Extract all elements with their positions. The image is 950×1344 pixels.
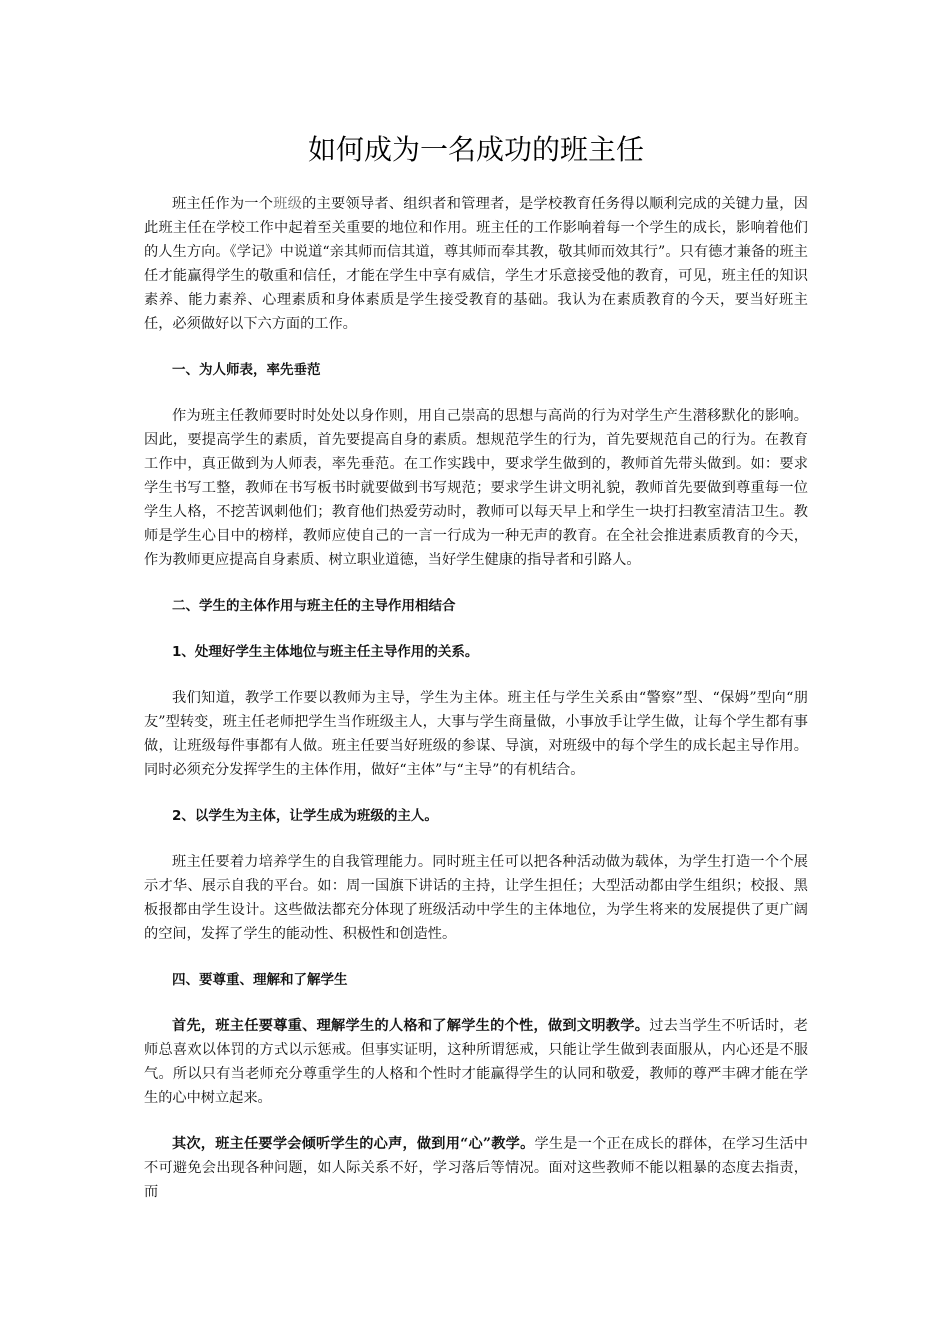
subsection-heading-2-2: 2、以学生为主体，让学生成为班级的主人。 (172, 808, 438, 824)
section-4-paragraph-1-lead: 首先，班主任要尊重、理解学生的人格和了解学生的个性，做到文明教学。 (172, 1018, 650, 1034)
section-heading-1: 一、为人师表，率先垂范 (172, 362, 321, 378)
section-heading-4: 四、要尊重、理解和了解学生 (172, 972, 348, 988)
subsection-heading-2-1: 1、处理好学生主体地位与班主任主导作用的关系。 (172, 644, 479, 660)
section-4-paragraph-1 (144, 1014, 808, 1110)
subsection-2-1-paragraph: 我们知道，教学工作要以教师为主导，学生为主体。班主任与学生关系由“警察”型、“保姆”型向“朋友”型转变，班主任老师把学生当作班级主人，大事与学生商量做，小事放手让学生做，让每个学生都有事做，让班级每件事都有人做。班主任要当好班级的参谋、导演，对班级中的每个学生的成长起主导作用。同时必须充分发挥学生的主体作用，做好“主体”与“主导”的有机结合。 (144, 690, 808, 778)
intro-paragraph (144, 192, 808, 336)
section-4-paragraph-2-body: 学生是一个正在成长的群体，在学习生活中不可避免会出现各种问题，如人际关系不好，学习落后等情况。面对这些教师不能以粗暴的态度去指责，而 (144, 1136, 808, 1200)
document-title: 如何成为一名成功的班主任 (307, 133, 644, 166)
intro-text-end: 的主要领导者、组织者和管理者，是学校教育任务得以顺利完成的关键力量，因此班主任在学校工作中起着至关重要的地位和作用。班主任的工作影响着每一个学生的成长，影响着他们的人生方向。《学记》中说道“亲其师而信其道，尊其师而奉其教，敬其师而效其行”。只有德才兼备的班主任才能赢得学生的敬重和信任，才能在学生中享有威信，学生才乐意接受他的教育，可见，班主任的知识素养、能力素养、心理素质和身体素质是学生接受教育的基础。我认为在素质教育的今天，要当好班主任，必须做好以下六方面的工作。 (144, 196, 808, 332)
intro-text-start: 班主任作为一个 (172, 196, 274, 212)
document-page (144, 130, 808, 1226)
section-4-paragraph-2 (144, 1132, 808, 1204)
section-4-paragraph-2-lead: 其次，班主任要学会倾听学生的心声，做到用“心”教学。 (172, 1136, 535, 1152)
section-heading-2: 二、学生的主体作用与班主任的主导作用相结合 (172, 598, 456, 614)
subsection-2-2-paragraph: 班主任要着力培养学生的自我管理能力。同时班主任可以把各种活动做为载体，为学生打造一个个展示才华、展示自我的平台。如：周一国旗下讲话的主持，让学生担任；大型活动都由学生组织；校报、黑板报都由学生设计。这些做法都充分体现了班级活动中学生的主体地位，为学生将来的发展提供了更广阔的空间，发挥了学生的能动性、积极性和创造性。 (144, 854, 808, 942)
class-link[interactable]: 班级 (273, 196, 303, 212)
section-1-paragraph: 作为班主任教师要时时处处以身作则，用自己崇高的思想与高尚的行为对学生产生潜移默化的影响。因此，要提高学生的素质，首先要提高自身的素质。想规范学生的行为，首先要规范自己的行为。在教育工作中，真正做到为人师表，率先垂范。在工作实践中，要求学生做到的，教师首先带头做到。如：要求学生书写工整，教师在书写板书时就要做到书写规范；要求学生讲文明礼貌，教师首先要做到尊重每一位学生人格，不挖苦讽刺他们；教育他们热爱劳动时，教师可以每天早上和学生一块打扫教室清洁卫生。教师是学生心目中的榜样，教师应使自己的一言一行成为一种无声的教育。在全社会推进素质教育的今天，作为教师更应提高自身素质、树立职业道德，当好学生健康的指导者和引路人。 (144, 408, 808, 568)
section-4-paragraph-1-body: 过去当学生不听话时，老师总喜欢以体罚的方式以示惩戒。但事实证明，这种所谓惩戒，只能让学生做到表面服从，内心还是不服气。所以只有当老师充分尊重学生的人格和个性时才能赢得学生的认同和敬爱，教师的尊严丰碑才能在学生的心中树立起来。 (144, 1018, 808, 1106)
